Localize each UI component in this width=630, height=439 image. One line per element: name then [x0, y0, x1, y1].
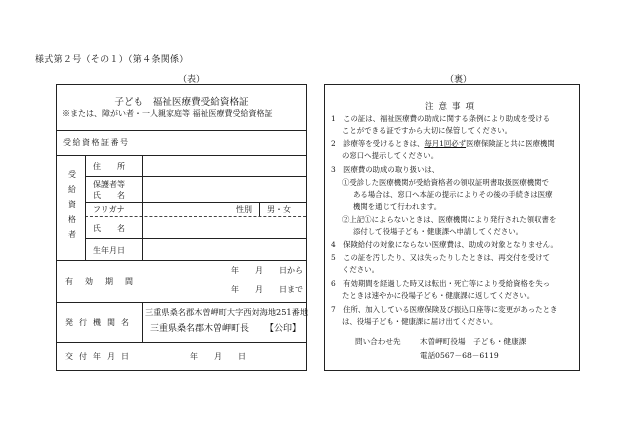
- certificate-back: [324, 84, 580, 371]
- note-7: 7 住所、加入している医療保険及び振込口座等に変更があったとき: [331, 305, 558, 314]
- note-1-cont: ことができる証ですから大切に保管してください。: [342, 126, 512, 135]
- note-3-2-cont: 添付して役場子ども・健康課へ申請してください。: [353, 227, 523, 236]
- certificate-front: [56, 84, 307, 371]
- gender-label: 性別: [236, 205, 252, 214]
- divider: [142, 155, 143, 260]
- certificate-subtitle: ※または、障がい者・一人親家庭等 福祉医療費受給資格証: [62, 109, 273, 118]
- divider: [85, 155, 86, 260]
- contact-phone: 電話0567－68－6119: [420, 351, 499, 360]
- note-5-cont: ください。: [342, 265, 379, 274]
- issuer-name: 三重県桑名郡木曽岬町長: [150, 324, 250, 334]
- note-3-1-cont: ある場合は、窓口へ本証の提示によりその後の手続きは医療: [353, 190, 553, 199]
- issue-date-value: 年 月 日: [190, 352, 246, 361]
- note-5: 5 この証を汚したり、又は失ったりしたときは、再交付を受けて: [331, 253, 551, 262]
- validity-label: 有効期間: [65, 277, 145, 286]
- note-2-cont: の窓口へ提示してください。: [342, 151, 439, 160]
- issuer-label: 発行機関名: [65, 318, 135, 327]
- note-7-cont: は、役場子ども・健康課に届け出てください。: [342, 317, 498, 326]
- divider: [85, 202, 306, 203]
- validity-from: 年 月 日から: [231, 266, 303, 275]
- divider: [259, 202, 260, 216]
- birthdate-label: 生年月日: [93, 246, 125, 255]
- note-3-1-cont2: 機関を通じて行われます。: [353, 202, 442, 211]
- furigana-label: フリガナ: [93, 205, 125, 214]
- name-label: 氏 名: [93, 224, 125, 233]
- gender-options: 男・女: [267, 205, 291, 214]
- certificate-number-label: 受給資格証番号: [63, 138, 130, 147]
- address-label: 住 所: [93, 162, 125, 171]
- validity-to: 年 月 日まで: [231, 285, 303, 294]
- note-6-cont: たときは速やかに役場子ども・健康課に返してください。: [342, 291, 535, 300]
- note-6: 6 有効期間を経過した時又は転出・死亡等により受給資格を失っ: [331, 279, 551, 288]
- recipient-label: 受 給 資 格 者: [68, 170, 76, 239]
- issuer-address: 三重県桑名郡木曽岬町大字西対海地251番地: [145, 307, 309, 317]
- dashed-divider: [85, 216, 306, 217]
- divider: [85, 238, 306, 239]
- form-number: 様式第２号（その１）（第４条関係）: [35, 55, 189, 65]
- certificate-header: [57, 85, 306, 131]
- certificate-title: 子ども 福祉医療費受給資格証: [114, 97, 249, 108]
- issue-date-label: 交付年月日: [65, 352, 135, 361]
- note-3-1: ①受診した医療機関が受給資格者の領収証明書取扱医療機関で: [342, 178, 549, 187]
- guardian-label-line2: 氏 名: [93, 191, 125, 200]
- note-4: 4 保険給付の対象にならない医療費は、助成の対象となりません。: [331, 240, 558, 249]
- guardian-label-line1: 保護者等: [93, 180, 125, 189]
- contact-label: 問い合わせ先: [355, 337, 401, 346]
- divider: [142, 302, 143, 342]
- note-2: 2 診療等を受けるときは、毎月1回必ず医療保険証と共に医療機関: [331, 139, 555, 148]
- note-3-2: ②上記①によらないときは、医療機関により発行された領収書を: [342, 215, 557, 224]
- divider: [57, 260, 306, 261]
- front-side-label: （表）: [178, 75, 206, 85]
- note-3: 3 医療費の助成の取り扱いは、: [331, 165, 440, 174]
- divider: [85, 176, 306, 177]
- divider: [57, 155, 306, 156]
- divider: [57, 302, 306, 303]
- notes-title: 注意事項: [424, 102, 479, 112]
- official-seal: 【公印】: [265, 324, 302, 334]
- contact-office: 木曽岬町役場 子ども・健康課: [420, 337, 527, 346]
- back-side-label: （裏）: [445, 75, 473, 85]
- note-1: 1 この証は、福祉医療費の助成に関する条例により助成を受ける: [331, 114, 551, 123]
- divider: [57, 342, 306, 343]
